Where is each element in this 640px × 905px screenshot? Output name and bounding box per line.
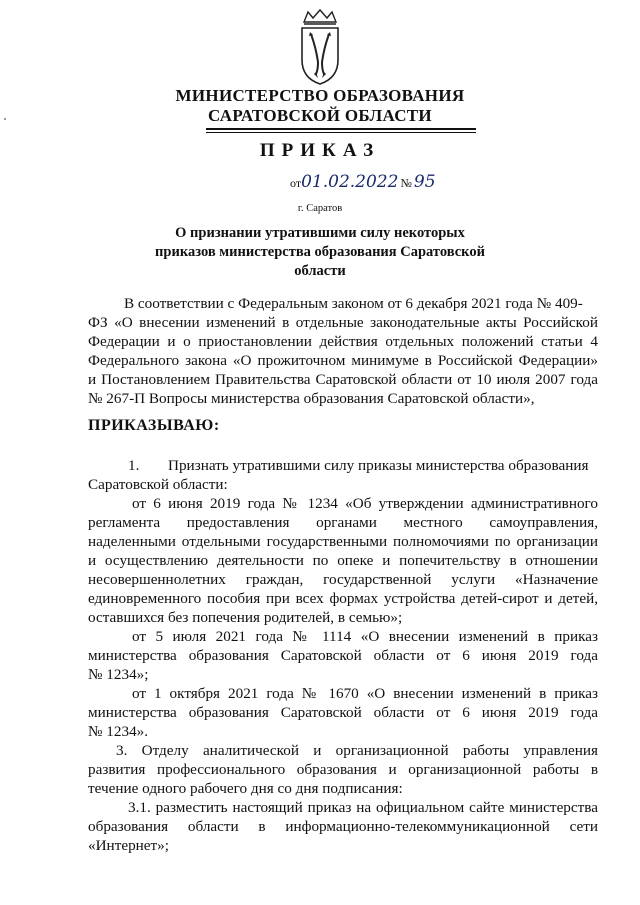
order-title-line: области [294, 263, 346, 279]
ministry-name-line2: САРАТОВСКОЙ ОБЛАСТИ [208, 106, 432, 125]
subitem-line: оставшихся без попечения родителей, в семью»; [88, 609, 403, 626]
subitem-line: единовременного пособия при всех формах устройства детей-сирот и детей, [88, 590, 598, 607]
city-label: г. Саратов [297, 203, 343, 214]
item-line: течение одного рабочего дня со дня подписания: [88, 780, 403, 797]
subitem-line: и осуществлению деятельности по опеке и попечительству в отношении [88, 552, 598, 569]
item-line: развития профессионального образования и организационной работы в [88, 761, 598, 778]
subitem-line: № 1234»; [88, 666, 149, 683]
subitem-line: министерства образования Саратовской области от 6 июня 2019 года [88, 647, 598, 664]
subitem-line: наделенными отдельными государственными полномочиями по организации [88, 533, 598, 550]
header-divider [206, 128, 476, 130]
date-number-line [290, 172, 436, 192]
order-title-line: приказов министерства образования Саратовской [155, 244, 485, 260]
subitem-line: 3.1. разместить настоящий приказ на официальном сайте министерства [128, 799, 598, 816]
subitem-line: от 1 октября 2021 года № 1670 «О внесении изменений в приказ [132, 685, 598, 702]
header-divider-thin [206, 132, 476, 133]
item-line: 3. Отделу аналитической и организационной работы управления [116, 742, 598, 759]
handwritten-number: 95 [413, 172, 436, 192]
preamble-line: Федерации и о приостановлении действия отдельных положений статьи 4 [88, 333, 598, 350]
document-type-title: ПРИКАЗ [259, 140, 381, 161]
subitem-line: № 1234». [88, 723, 149, 740]
subitem-line: образования области в информационно-телекоммуникационной сети [88, 818, 598, 835]
item-text: Признать утратившими силу приказы министерства образования [168, 457, 589, 474]
preamble-line: и Постановлением Правительства Саратовской области от 10 июля 2007 года [88, 371, 598, 388]
subitem-line: от 6 июня 2019 года № 1234 «Об утверждении административного [132, 495, 598, 512]
item-text: Саратовской области: [88, 476, 228, 493]
preamble-line: В соответствии с Федеральным законом от 6 декабря 2021 года № 409- [124, 295, 583, 312]
order-title-line: О признании утратившими силу некоторых [175, 225, 465, 241]
date-prefix: от [290, 176, 302, 190]
ministry-name-line1: МИНИСТЕРСТВО ОБРАЗОВАНИЯ [175, 86, 465, 105]
handwritten-date: 01.02.2022 [301, 172, 399, 192]
order-directive: ПРИКАЗЫВАЮ: [88, 417, 220, 434]
coat-of-arms-icon [296, 8, 344, 86]
subitem-line: министерства образования Саратовской области от 6 июня 2019 года [88, 704, 598, 721]
subitem-line: «Интернет»; [88, 837, 169, 854]
preamble-line: Федерального закона «О прожиточном минимуме в Российской Федерации» [88, 352, 598, 369]
subitem-line: регламента предоставления органами местного самоуправления, [88, 514, 598, 531]
subitem-line: несовершеннолетних граждан, государственной услуги «Назначение [88, 571, 598, 588]
number-prefix: № [400, 176, 412, 190]
item-number: 1. [128, 457, 140, 474]
subitem-line: от 5 июля 2021 года № 1114 «О внесении изменений в приказ [132, 628, 598, 645]
preamble-line: № 267-П Вопросы министерства образования Саратовской области», [88, 390, 535, 407]
order-title [140, 224, 500, 281]
preamble-line: ФЗ «О внесении изменений в отдельные законодательные акты Российской [88, 314, 598, 331]
